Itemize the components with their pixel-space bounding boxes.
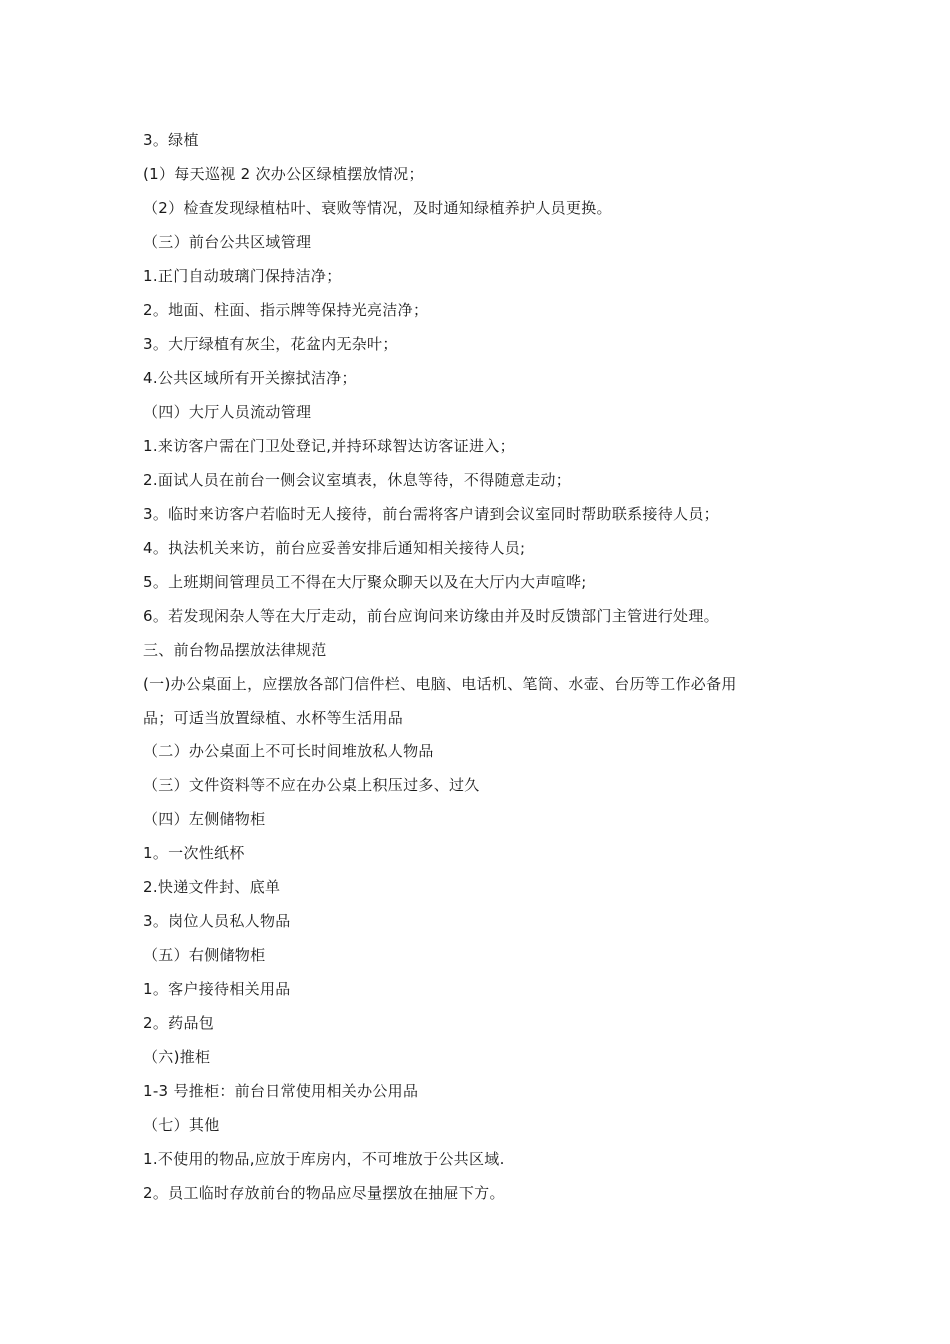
paragraph-line: 1.正门自动玻璃门保持洁净； [143,267,342,285]
paragraph-line: 4。执法机关来访，前台应妥善安排后通知相关接待人员; [143,539,526,557]
paragraph-line: (一)办公桌面上，应摆放各部门信件栏、电脑、电话机、笔筒、水壶、台历等工作必备用 [143,675,737,693]
document-body [143,123,823,1210]
paragraph-line: 3。临时来访客户若临时无人接待，前台需将客户请到会议室同时帮助联系接待人员； [143,505,719,523]
list-item: 1.不使用的物品,应放于库房内，不可堆放于公共区域. [143,1150,505,1168]
section-heading: （五）右侧储物柜 [143,946,266,964]
section-heading: （三）前台公共区域管理 [143,233,312,251]
list-item: 1-3 号推柜：前台日常使用相关办公用品 [143,1082,419,1100]
paragraph-line: 2。地面、柱面、指示牌等保持光亮洁净； [143,301,429,319]
section-heading: （六)推柜 [143,1048,211,1066]
list-item: 2。员工临时存放前台的物品应尽量摆放在抽屉下方。 [143,1184,505,1202]
section-heading: （二）办公桌面上不可长时间堆放私人物品 [143,742,434,760]
section-heading: （四）左侧储物柜 [143,810,266,828]
paragraph-line: 6。若发现闲杂人等在大厅走动，前台应询问来访缘由并及时反馈部门主管进行处理。 [143,607,719,625]
paragraph-line: 2.面试人员在前台一侧会议室填表，休息等待，不得随意走动； [143,471,572,489]
paragraph-line: 3。大厅绿植有灰尘，花盆内无杂叶； [143,335,398,353]
heading-greenery: 3。绿植 [143,131,199,149]
list-item: 1。一次性纸杯 [143,844,245,862]
paragraph-line-continued: 品；可适当放置绿植、水杯等生活用品 [143,709,404,727]
list-item: 2。药品包 [143,1014,215,1032]
list-item: 1。客户接待相关用品 [143,980,291,998]
list-item: 2.快递文件封、底单 [143,878,281,896]
paragraph-line: 4.公共区域所有开关擦拭洁净； [143,369,357,387]
section-heading: （三）文件资料等不应在办公桌上积压过多、过久 [143,776,480,794]
section-heading: （七）其他 [143,1116,220,1134]
section-heading: （四）大厅人员流动管理 [143,403,312,421]
paragraph-line: (1）每天巡视 2 次办公区绿植摆放情况； [143,165,424,183]
paragraph-line: （2）检查发现绿植枯叶、衰败等情况，及时通知绿植养护人员更换。 [143,199,612,217]
list-item: 3。岗位人员私人物品 [143,912,291,930]
paragraph-line: 1.来访客户需在门卫处登记,并持环球智达访客证进入； [143,437,515,455]
paragraph-line: 5。上班期间管理员工不得在大厅聚众聊天以及在大厅内大声喧哗; [143,573,587,591]
chapter-heading: 三、前台物品摆放法律规范 [143,641,327,659]
